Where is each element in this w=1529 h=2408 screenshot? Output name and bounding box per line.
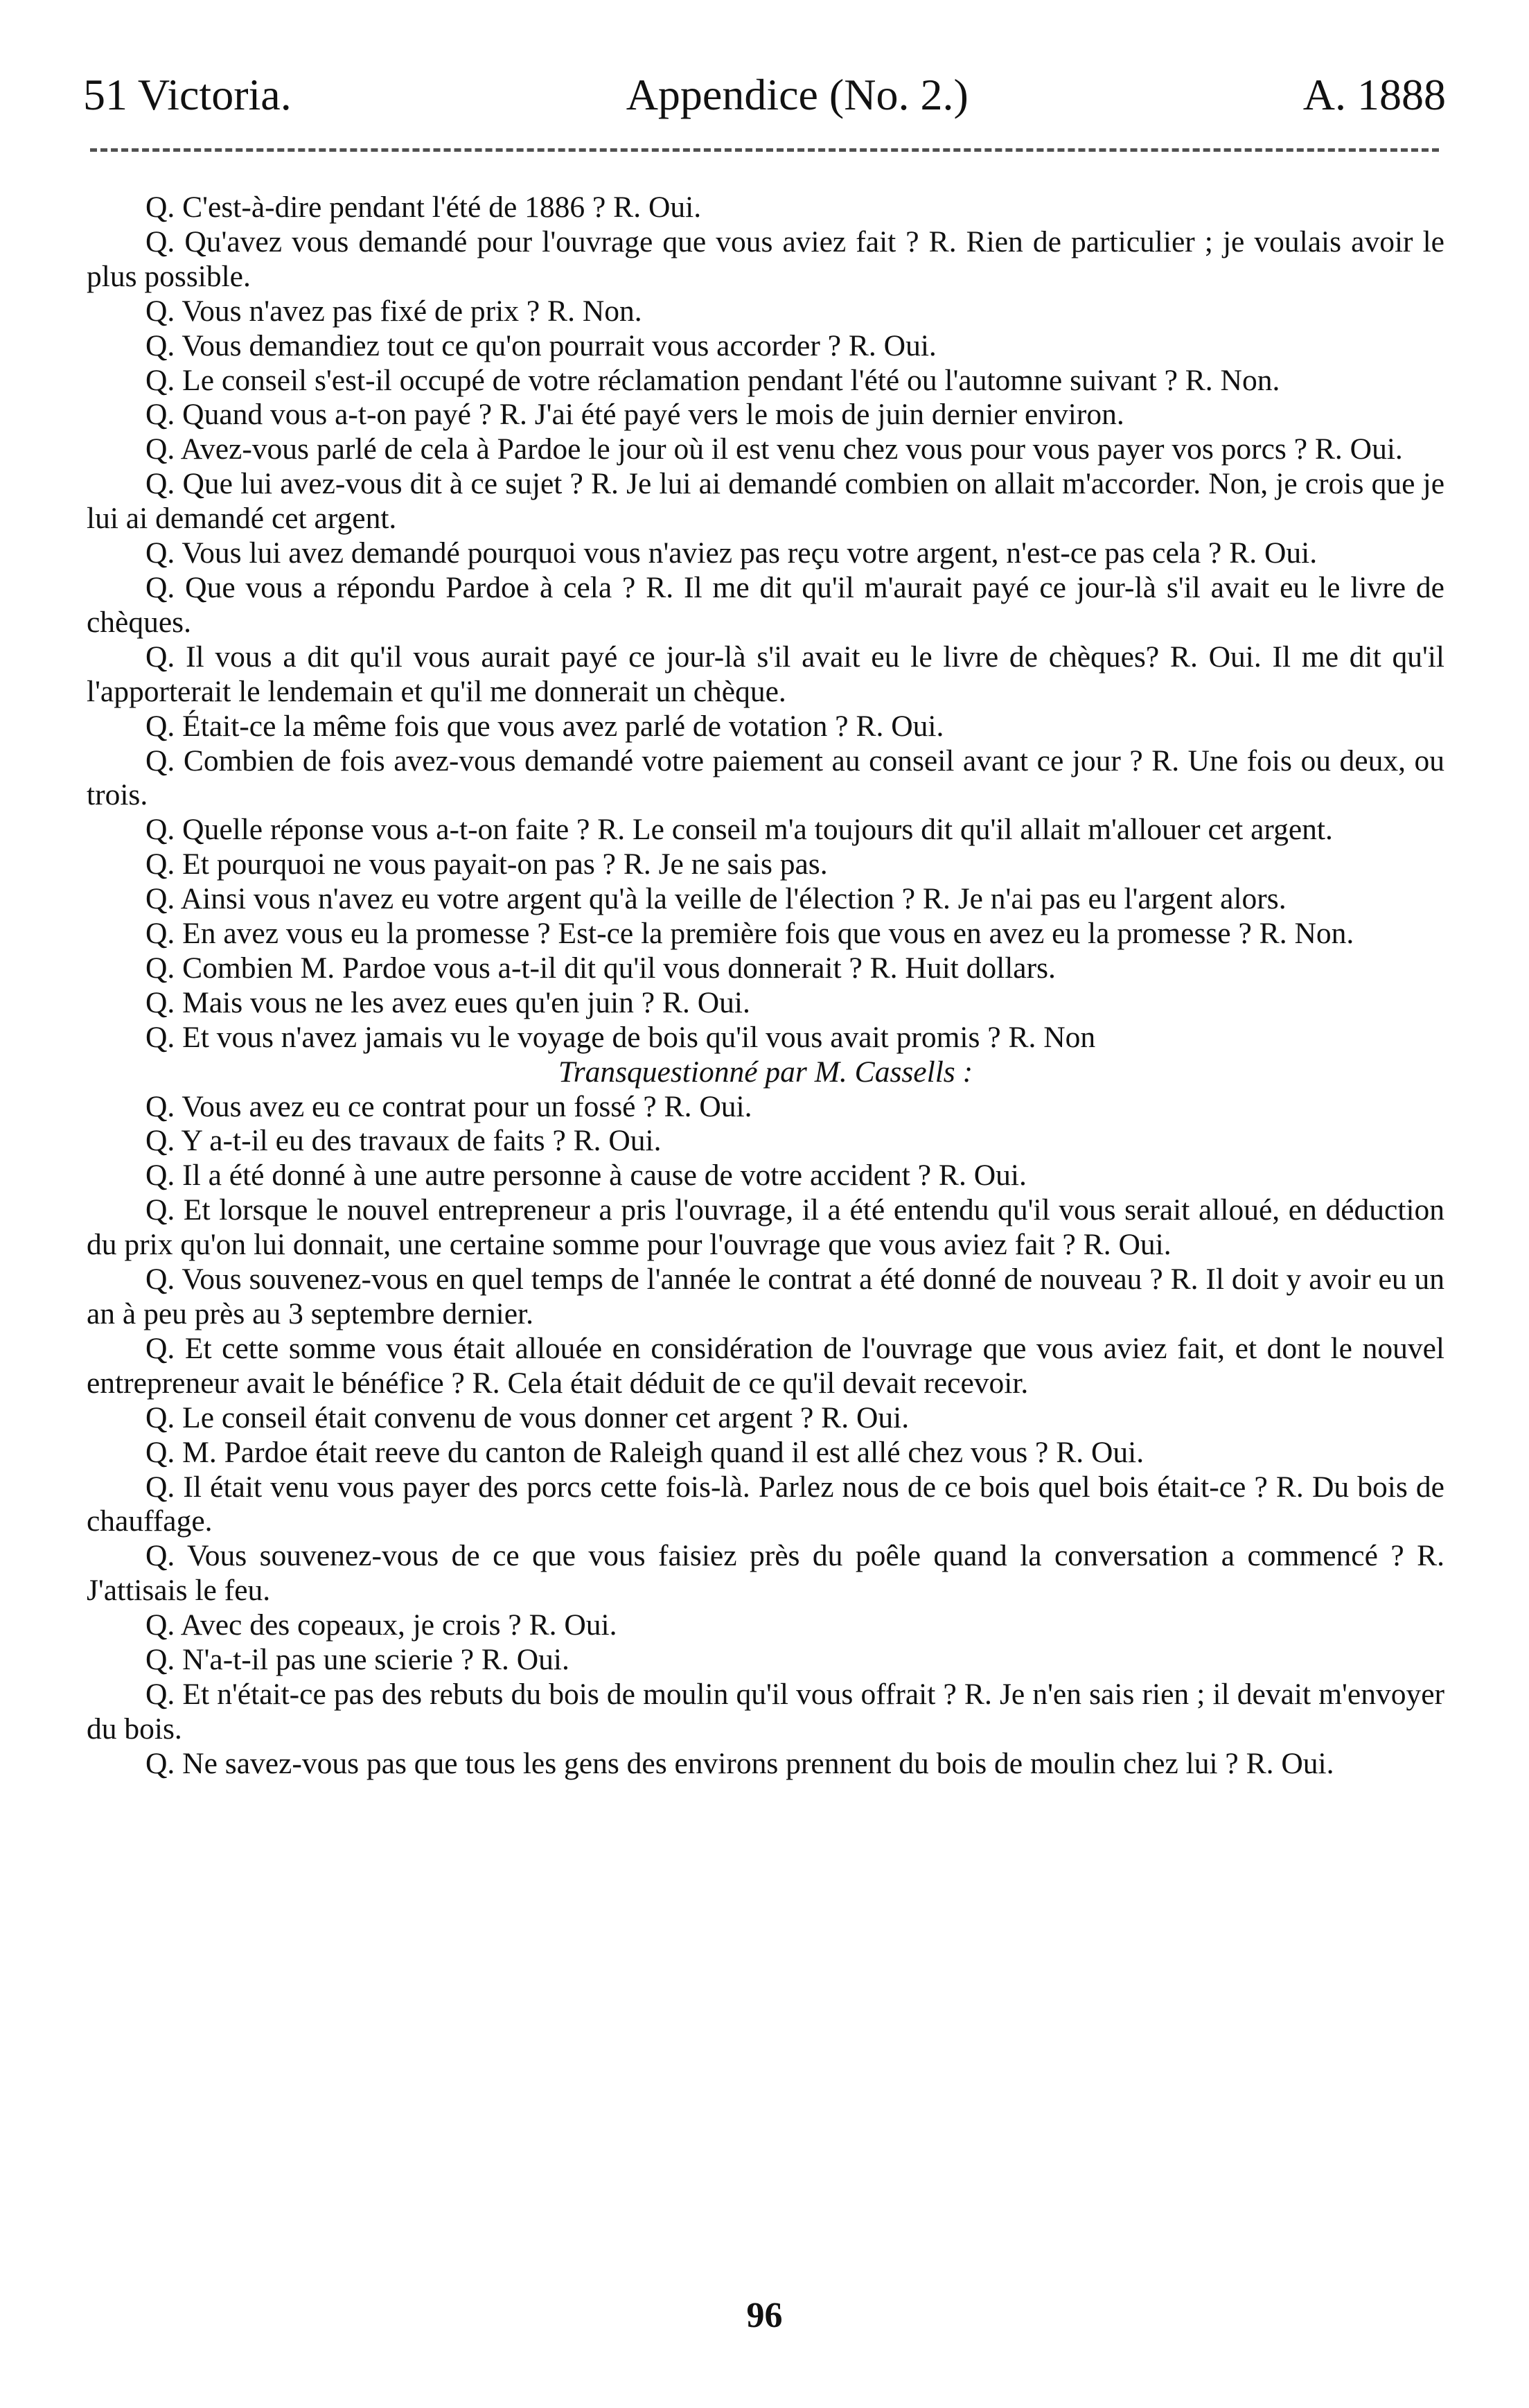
- paragraph: Q. Vous n'avez pas fixé de prix ? R. Non.: [145, 294, 642, 328]
- page-header: [83, 64, 1446, 126]
- paragraph: Q. Vous lui avez demandé pourquoi vous n'aviez pas reçu votre argent, n'est-ce pas cela ? R. Oui.: [145, 536, 1318, 570]
- paragraph: Q. Et n'était-ce pas des rebuts du bois de moulin qu'il vous offrait ? R. Je n'en sais rien ; il devait m'envoyer du bois.: [87, 1677, 1444, 1746]
- paragraph: Q. Mais vous ne les avez eues qu'en juin ? R. Oui.: [145, 985, 750, 1019]
- paragraph: Q. Combien M. Pardoe vous a-t-il dit qu'il vous donnerait ? R. Huit dollars.: [145, 951, 1056, 985]
- document-body: [87, 191, 1444, 1782]
- header-rule: [90, 148, 1439, 152]
- paragraph: Q. C'est-à-dire pendant l'été de 1886 ? R. Oui.: [145, 191, 702, 224]
- paragraph: Q. Avez-vous parlé de cela à Pardoe le jour où il est venu chez vous pour vous payer vos porcs ? R. Oui.: [145, 432, 1403, 466]
- paragraph: Q. Que vous a répondu Pardoe à cela ? R. Il me dit qu'il m'aurait payé ce jour-là s'il avait eu le livre de chèques.: [87, 570, 1444, 639]
- paragraph: Q. Vous souvenez-vous en quel temps de l'année le contrat a été donné de nouveau ? R. Il doit y avoir eu un an à peu près au 3 septembre dernier.: [87, 1263, 1444, 1330]
- paragraph: Q. Il était venu vous payer des porcs cette fois-là. Parlez nous de ce bois quel bois était-ce ? R. Du bois de chauffage.: [87, 1470, 1444, 1538]
- paragraph: Q. Il vous a dit qu'il vous aurait payé ce jour-là s'il avait eu le livre de chèques? R. Oui. Il me dit qu'il l'apporterait le lendemain et qu'il me donnerait un chèque.: [87, 640, 1444, 708]
- paragraph: Q. Quand vous a-t-on payé ? R. J'ai été payé vers le mois de juin dernier environ.: [145, 398, 1124, 432]
- paragraph: Q. Y a-t-il eu des travaux de faits ? R. Oui.: [145, 1124, 662, 1158]
- paragraph: Q. M. Pardoe était reeve du canton de Raleigh quand il est allé chez vous ? R. Oui.: [145, 1435, 1144, 1469]
- page-number: 96: [746, 2296, 783, 2335]
- paragraph: Q. Le conseil était convenu de vous donner cet argent ? R. Oui.: [145, 1400, 910, 1434]
- paragraph: Q. Vous demandiez tout ce qu'on pourrait vous accorder ? R. Oui.: [145, 328, 937, 362]
- paragraph: Q. Et cette somme vous était allouée en considération de l'ouvrage que vous aviez fait, et dont le nouvel entrepreneur avait le bénéfice ? R. Cela était déduit de ce qu'il devait recevoir.: [87, 1331, 1444, 1400]
- paragraph: Q. Et vous n'avez jamais vu le voyage de bois qu'il vous avait promis ? R. Non: [145, 1020, 1096, 1054]
- paragraph: Q. Avec des copeaux, je crois ? R. Oui.: [145, 1608, 617, 1642]
- paragraph: Q. N'a-t-il pas une scierie ? R. Oui.: [145, 1643, 569, 1677]
- paragraph: Q. Combien de fois avez-vous demandé votre paiement au conseil avant ce jour ? R. Une fois ou deux, ou trois.: [87, 744, 1444, 812]
- paragraph: Q. Quelle réponse vous a-t-on faite ? R. Le conseil m'a toujours dit qu'il allait m'allouer cet argent.: [145, 813, 1333, 847]
- paragraph: Q. Que lui avez-vous dit à ce sujet ? R. Je lui ai demandé combien on allait m'accorder. Non, je crois que je lui ai demandé cet argent.: [87, 467, 1444, 536]
- paragraph: Q. Le conseil s'est-il occupé de votre réclamation pendant l'été ou l'automne suivant ? R. Non.: [145, 363, 1280, 397]
- cross-examination-heading: Transquestionné par M. Cassells :: [558, 1055, 973, 1089]
- header-right: A. 1888: [1302, 70, 1446, 119]
- paragraph: Q. Vous souvenez-vous de ce que vous faisiez près du poêle quand la conversation a commencé ? R. J'attisais le feu.: [87, 1539, 1444, 1608]
- paragraph: Q. Était-ce la même fois que vous avez parlé de votation ? R. Oui.: [145, 709, 944, 743]
- paragraph: Q. Et pourquoi ne vous payait-on pas ? R. Je ne sais pas.: [145, 847, 828, 881]
- paragraph: Q. Vous avez eu ce contrat pour un fossé ? R. Oui.: [145, 1089, 752, 1123]
- paragraph: Q. Ne savez-vous pas que tous les gens des environs prennent du bois de moulin chez lui ? R. Oui.: [145, 1746, 1334, 1780]
- paragraph: Q. En avez vous eu la promesse ? Est-ce la première fois que vous en avez eu la promesse ? R. Non.: [145, 917, 1354, 951]
- paragraph: Q. Il a été donné à une autre personne à cause de votre accident ? R. Oui.: [145, 1159, 1027, 1193]
- paragraph: Q. Et lorsque le nouvel entrepreneur a pris l'ouvrage, il a été entendu qu'il vous serait alloué, en déduction du prix qu'on lui donnait, une certaine somme pour l'ouvrage que vous aviez fait ? R. Oui.: [87, 1193, 1444, 1262]
- header-center: Appendice (No. 2.): [626, 70, 969, 119]
- paragraph: Q. Ainsi vous n'avez eu votre argent qu'à la veille de l'élection ? R. Je n'ai pas eu l'argent alors.: [145, 882, 1287, 916]
- paragraph: Q. Qu'avez vous demandé pour l'ouvrage que vous aviez fait ? R. Rien de particulier ; je voulais avoir le plus possible.: [87, 225, 1444, 293]
- header-left: 51 Victoria.: [83, 70, 292, 119]
